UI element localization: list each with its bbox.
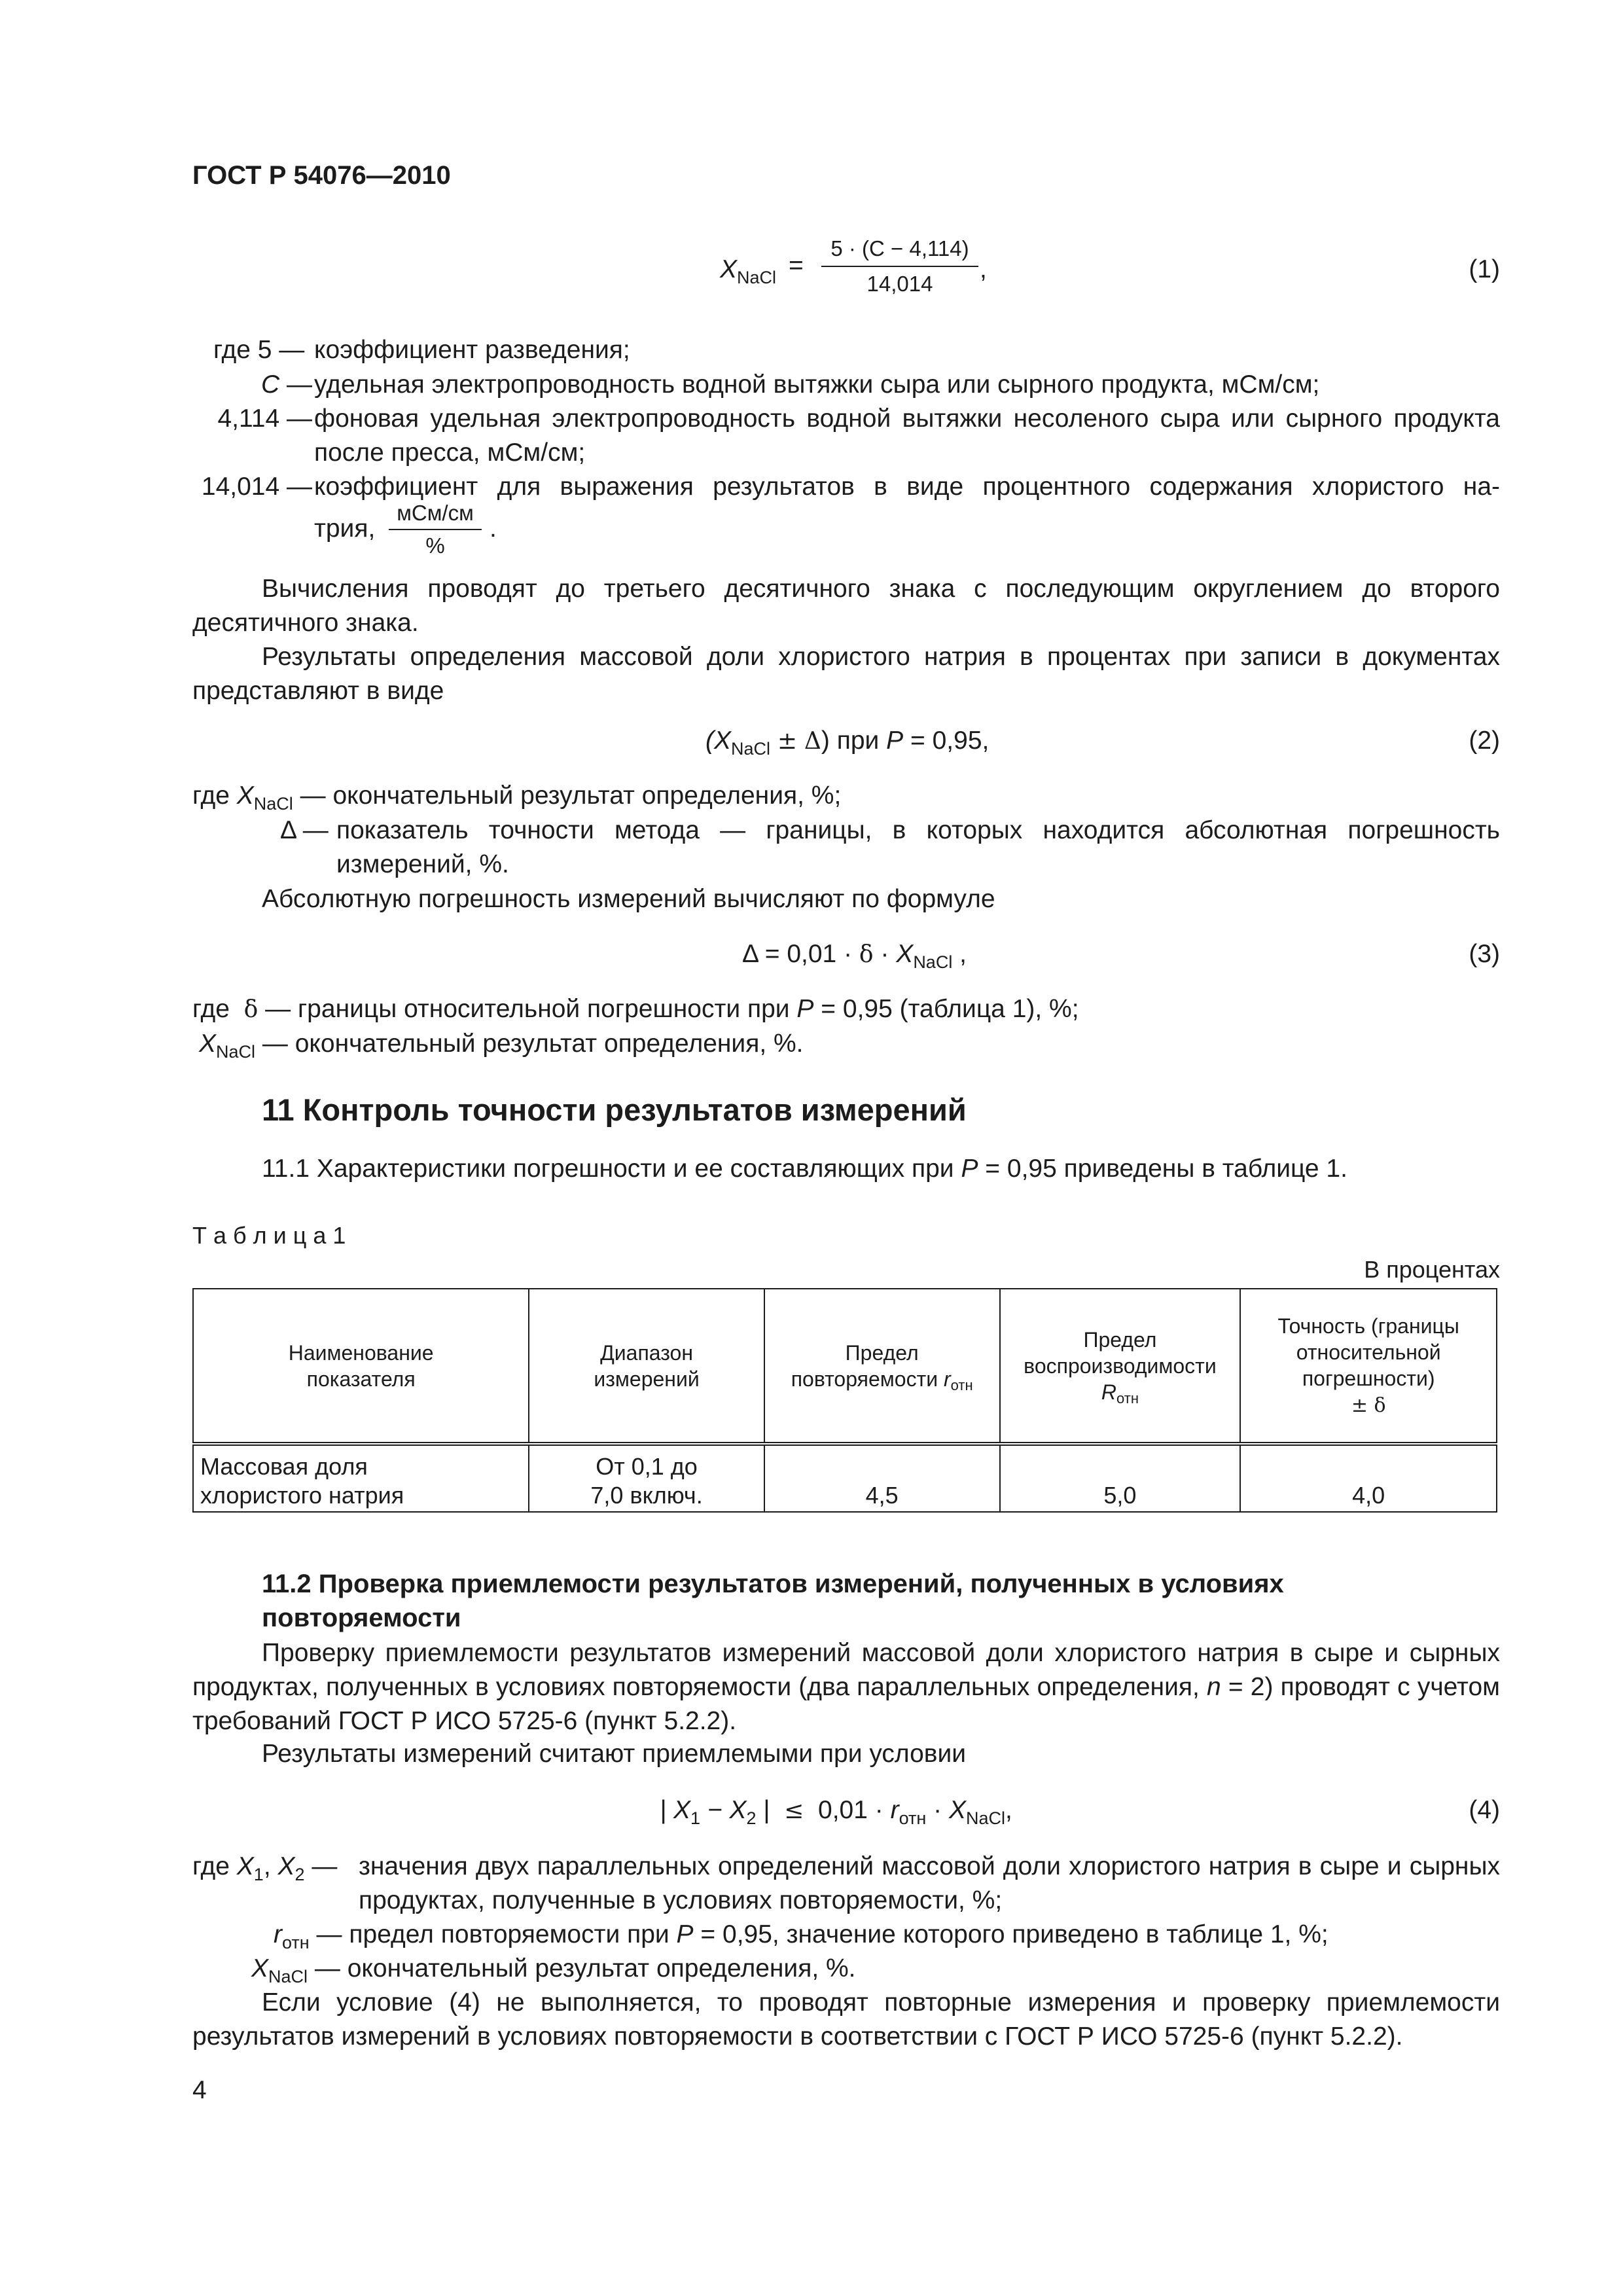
formula-1-number: (1) [1469,255,1500,283]
formula-1-eq: = [789,251,804,279]
formula-2-body: $(X_{NaCl} \pm \Delta)$ при P = 0,95, [705,726,990,759]
formula-3-body: $\Delta = 0,01 \cdot \delta \cdot X_{NaCl}$ , [742,940,967,972]
table-header-row [193,1289,1497,1444]
fraction-bar [389,529,482,530]
where-3-item-2: $X_{NaCl}$ — окончательный результат определения, %. [199,1030,804,1062]
table-cell-name: Массовая доля хлористого натрия [193,1444,529,1512]
formula-4-body: | $X_1 - X_2$ | ≤ $0,01 \cdot r_{отн} \cdot X_{NaCl}$, [660,1796,1012,1828]
where-1-unit-trail: . [490,514,497,543]
where-4-item-r: $r_{отн}$ — предел повторяемости при P = 0,95, значение которого приведено в таблице 1, %; [274,1920,1329,1952]
table-1-caption: Т а б л и ц а 1 [192,1222,346,1249]
where-1-text-4114: фоновая удельная электропроводность водной вытяжки несоленого сыра или сырного продукта после пресса, мСм/см; [314,404,1500,467]
formula-4-number: (4) [1469,1796,1500,1824]
page-number: 4 [192,2076,207,2104]
where-1-sym-5: где 5 — [213,336,305,364]
paragraph-repeat-check: Если условие (4) не выполняется, то проводят повторные измерения и проверку приемлемости результатов измерений в условиях повторяемости в соответствии с ГОСТ Р ИСО 5725-6 (пункт 5.2.2). [192,1988,1500,2051]
where-3-item-1: где δ — границы относительной погрешности при P = 0,95 (таблица 1), %; [192,995,1079,1023]
table-cell-range: От 0,1 до 7,0 включ. [529,1444,764,1512]
paragraph-11-2: Проверку приемлемости результатов измерений массовой доли хлористого натрия в сыре и сырных продуктах, полученных в условиях повторяемости (два параллельных определения, n = 2) проводят с учетом требований ГОСТ Р ИСО 5725-6 (пункт 5.2.2). [192,1639,1500,1735]
table-header-accuracy: Точность (границы относительной погрешности) ± δ [1240,1289,1497,1444]
formula-1-lhs: $X_{NaCl}$ [720,255,777,287]
where-4-item-x: $X_{NaCl}$ — окончательный результат определения, %. [251,1954,856,1986]
paragraph-abs-error: Абсолютную погрешность измерений вычисляют по формуле [262,885,995,913]
table-1-units: В процентах [1364,1256,1500,1283]
where-1-sym-c: C — [260,370,312,399]
table-header-name: Наименование показателя [193,1289,529,1444]
where-1-sym-4114: 4,114 — [217,404,312,433]
section-11-2-title-line-1: 11.2 Проверка приемлемости результатов измерений, полученных в условиях [262,1570,1284,1598]
section-11-2-title-line-2: повторяемости [262,1604,461,1632]
where-2-sym-delta: Δ — [280,816,329,844]
paragraph-rounding: Вычисления проводят до третьего десятичного знака с последующим округлением до второго десятичного знака. [192,575,1500,637]
where-1-unit-prefix: трия, [314,514,376,543]
where-2-text-delta: показатель точности метода — границы, в которых находится абсолютная погрешность измерений, %. [336,816,1500,878]
where-1-text-5: коэффициент разведения; [314,336,630,364]
where-1-text-c: удельная электропроводность водной вытяжки сыра или сырного продукта, мСм/см; [314,370,1320,399]
table-row [193,1444,1497,1512]
where-1-text-14014: коэффициент для выражения результатов в виде процентного содержания хлористого на- [314,473,1500,501]
formula-1-fraction [821,232,978,304]
section-11-title: 11 Контроль точности результатов измерений [262,1092,967,1127]
formula-2-number: (2) [1469,726,1500,755]
formula-1-trail: , [980,255,987,283]
formula-3-number: (3) [1469,940,1500,968]
document-code-header: ГОСТ Р 54076—2010 [192,161,451,190]
unit-denominator: % [425,533,445,558]
where-4-sym-x1x2: где $X_1$, $X_2$ — [192,1852,338,1884]
table-header-reproducibility: Предел воспроизводимости Rотн [1000,1289,1241,1444]
table-cell-r: 4,5 [764,1444,1000,1512]
unit-numerator: мСм/см [397,501,474,525]
unit-fraction [386,496,484,562]
paragraph-acceptance: Результаты измерений считают приемлемыми при условии [262,1740,967,1768]
table-1 [192,1288,1497,1513]
paragraph-results-form: Результаты определения массовой доли хлористого натрия в процентах при записи в документах представляют в виде [192,643,1500,705]
table-cell-R: 5,0 [1000,1444,1241,1512]
formula-1-denominator: 14,014 [866,272,933,296]
where-1-sym-14014: 14,014 — [201,473,312,501]
table-header-range: Диапазон измерений [529,1289,764,1444]
formula-1-numerator: 5 · (C − 4,114) [830,236,969,260]
table-cell-delta: 4,0 [1240,1444,1497,1512]
where-2-item-1: где $X_{NaCl}$ — окончательный результат определения, %; [192,781,842,814]
where-4-text-x1x2: значения двух параллельных определений массовой доли хлористого натрия в сыре и сырных продуктах, полученные в условиях повторяемости, %; [359,1852,1500,1914]
fraction-bar [821,266,978,267]
paragraph-11-1: 11.1 Характеристики погрешности и ее составляющих при P = 0,95 приведены в таблице 1. [262,1155,1347,1183]
table-header-repeatability: Предел повторяемости rотн [764,1289,1000,1444]
